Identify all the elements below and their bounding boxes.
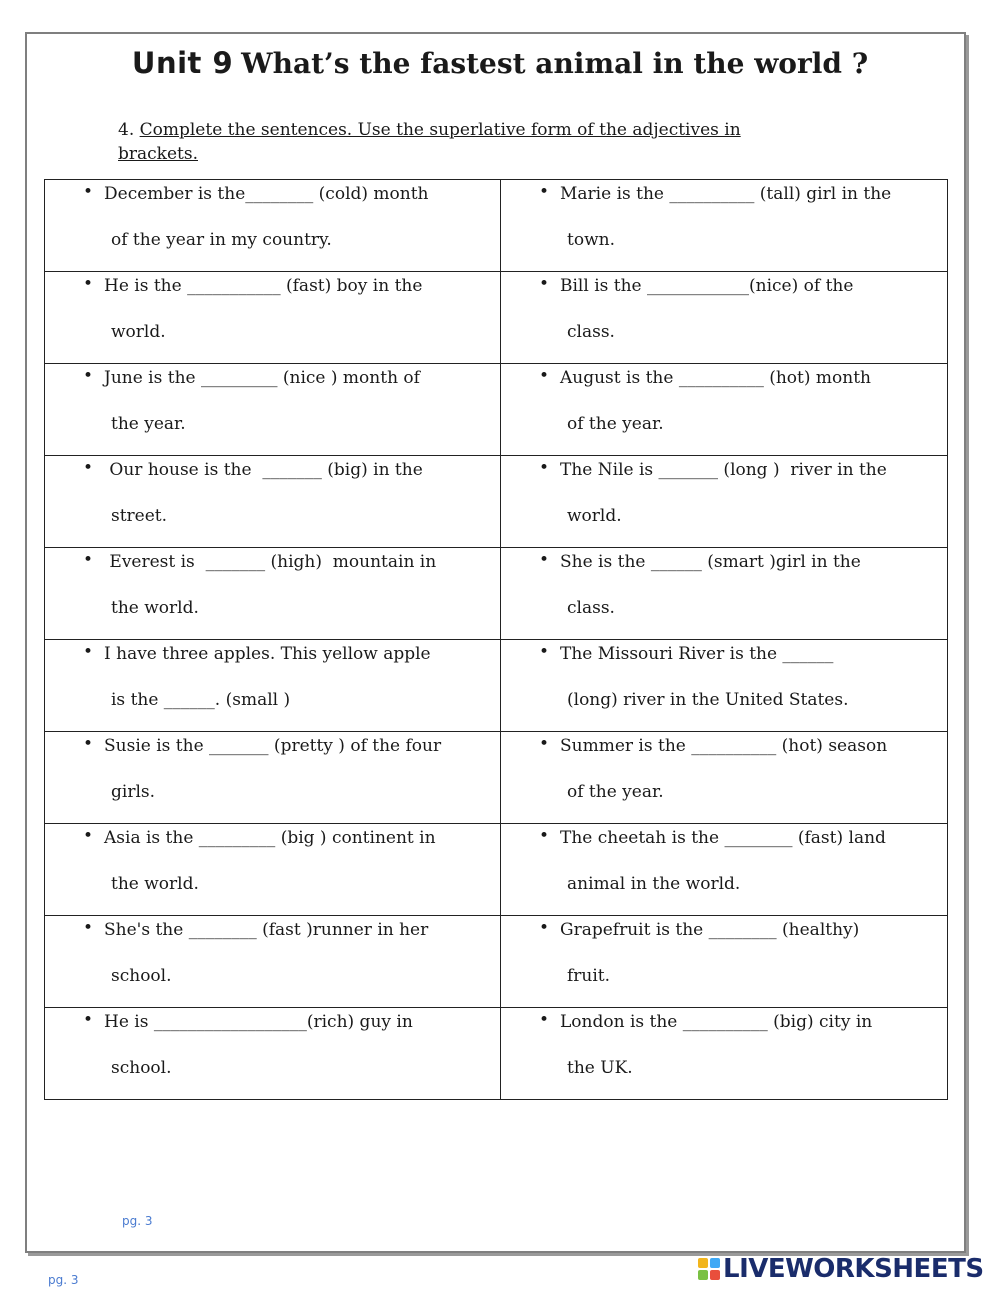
sentence-cell-right: [501, 272, 948, 364]
sentence-line-1: He is the ___________ (fast) boy in the: [104, 276, 423, 296]
sentence-line-2: fruit.: [567, 966, 611, 986]
exercise-table: [44, 179, 948, 1100]
sentence-line-2: (long) river in the United States.: [567, 690, 849, 710]
page-number-inner: pg. 3: [122, 1214, 153, 1228]
bullet-icon: •: [539, 274, 550, 294]
sentence-cell-left: [45, 824, 501, 916]
table-row: [45, 548, 948, 640]
sentence-line-2: the world.: [111, 874, 199, 894]
bullet-icon: •: [539, 734, 550, 754]
title-text: What’s the fastest animal in the world ?: [241, 47, 869, 80]
sentence-line-1: I have three apples. This yellow apple: [104, 644, 431, 664]
liveworksheets-logo[interactable]: [698, 1254, 984, 1284]
page-number-outer: pg. 3: [48, 1273, 79, 1287]
instruction: [118, 118, 818, 166]
logo-text: LIVEWORKSHEETS: [723, 1254, 984, 1284]
sentence-cell-left: [45, 1008, 501, 1100]
table-row: [45, 364, 948, 456]
sentence-line-2: class.: [567, 322, 615, 342]
logo-block: [698, 1270, 708, 1280]
sentence-line-1: Everest is _______ (high) mountain in: [104, 552, 437, 572]
bullet-icon: •: [83, 826, 94, 846]
sentence-line-1: The Nile is _______ (long ) river in the: [560, 460, 887, 480]
sentence-line-2: street.: [111, 506, 168, 526]
sentence-line-2: the year.: [111, 414, 186, 434]
bullet-icon: •: [539, 366, 550, 386]
sentence-cell-right: [501, 548, 948, 640]
sentence-line-1: Asia is the _________ (big ) continent in: [104, 828, 436, 848]
bullet-icon: •: [539, 642, 550, 662]
sentence-line-2: town.: [567, 230, 615, 250]
sentence-line-1: Bill is the ____________(nice) of the: [560, 276, 854, 296]
table-row: [45, 272, 948, 364]
bullet-icon: •: [539, 826, 550, 846]
sentence-line-1: August is the __________ (hot) month: [560, 368, 871, 388]
bullet-icon: •: [539, 458, 550, 478]
sentence-line-1: December is the________ (cold) month: [104, 184, 429, 204]
logo-block: [698, 1258, 708, 1268]
sentence-cell-left: [45, 916, 501, 1008]
table-row: [45, 916, 948, 1008]
logo-block: [710, 1258, 720, 1268]
instruction-text-line1: Complete the sentences. Use the superlative form of the adjectives in: [139, 120, 741, 140]
bullet-icon: •: [83, 182, 94, 202]
bullet-icon: •: [83, 734, 94, 754]
sentence-line-1: London is the __________ (big) city in: [560, 1012, 873, 1032]
bullet-icon: •: [83, 918, 94, 938]
sentence-cell-right: [501, 364, 948, 456]
sentence-line-2: school.: [111, 1058, 172, 1078]
sentence-line-1: Susie is the _______ (pretty ) of the four: [104, 736, 442, 756]
table-row: [45, 640, 948, 732]
sentence-line-2: the UK.: [567, 1058, 633, 1078]
sentence-line-2: of the year.: [567, 782, 664, 802]
table-row: [45, 180, 948, 272]
sentence-cell-left: [45, 548, 501, 640]
sentence-line-1: Our house is the _______ (big) in the: [104, 460, 423, 480]
sentence-line-2: world.: [111, 322, 166, 342]
bullet-icon: •: [539, 550, 550, 570]
sentence-cell-left: [45, 364, 501, 456]
sentence-line-1: He is __________________(rich) guy in: [104, 1012, 413, 1032]
bullet-icon: •: [83, 642, 94, 662]
bullet-icon: •: [83, 458, 94, 478]
table-row: [45, 824, 948, 916]
sentence-line-1: Summer is the __________ (hot) season: [560, 736, 888, 756]
sentence-line-1: The cheetah is the ________ (fast) land: [560, 828, 886, 848]
sentence-cell-left: [45, 456, 501, 548]
bullet-icon: •: [539, 1010, 550, 1030]
sentence-line-1: The Missouri River is the ______: [560, 644, 834, 664]
logo-block: [710, 1270, 720, 1280]
sentence-cell-right: [501, 824, 948, 916]
sentence-cell-left: [45, 732, 501, 824]
bullet-icon: •: [539, 182, 550, 202]
sentence-line-1: Grapefruit is the ________ (healthy): [560, 920, 860, 940]
instruction-number: 4.: [118, 120, 140, 140]
page-title: [0, 46, 1000, 80]
sentence-line-2: girls.: [111, 782, 156, 802]
sentence-line-2: class.: [567, 598, 615, 618]
bullet-icon: •: [83, 274, 94, 294]
unit-label: Unit 9: [131, 46, 234, 80]
sentence-line-2: school.: [111, 966, 172, 986]
sentence-cell-right: [501, 456, 948, 548]
sentence-line-1: She is the ______ (smart )girl in the: [560, 552, 861, 572]
table-row: [45, 456, 948, 548]
sentence-line-1: Marie is the __________ (tall) girl in the: [560, 184, 892, 204]
table-row: [45, 732, 948, 824]
sentence-line-2: is the ______. (small ): [111, 690, 291, 710]
sentence-line-2: the world.: [111, 598, 199, 618]
sentence-line-2: animal in the world.: [567, 874, 741, 894]
sentence-line-1: She's the ________ (fast )runner in her: [104, 920, 429, 940]
logo-blocks-icon: [698, 1258, 720, 1280]
sentence-cell-right: [501, 640, 948, 732]
sentence-line-1: June is the _________ (nice ) month of: [104, 368, 420, 388]
bullet-icon: •: [83, 550, 94, 570]
sentence-cell-right: [501, 732, 948, 824]
sentence-cell-right: [501, 916, 948, 1008]
sentence-cell-left: [45, 272, 501, 364]
instruction-text-line2: brackets.: [118, 144, 198, 164]
sentence-line-2: of the year.: [567, 414, 664, 434]
bullet-icon: •: [83, 366, 94, 386]
bullet-icon: •: [539, 918, 550, 938]
sentence-cell-right: [501, 1008, 948, 1100]
sentence-line-2: of the year in my country.: [111, 230, 332, 250]
bullet-icon: •: [83, 1010, 94, 1030]
sentence-cell-right: [501, 180, 948, 272]
sentence-line-2: world.: [567, 506, 622, 526]
sentence-cell-left: [45, 640, 501, 732]
table-row: [45, 1008, 948, 1100]
sentence-cell-left: [45, 180, 501, 272]
